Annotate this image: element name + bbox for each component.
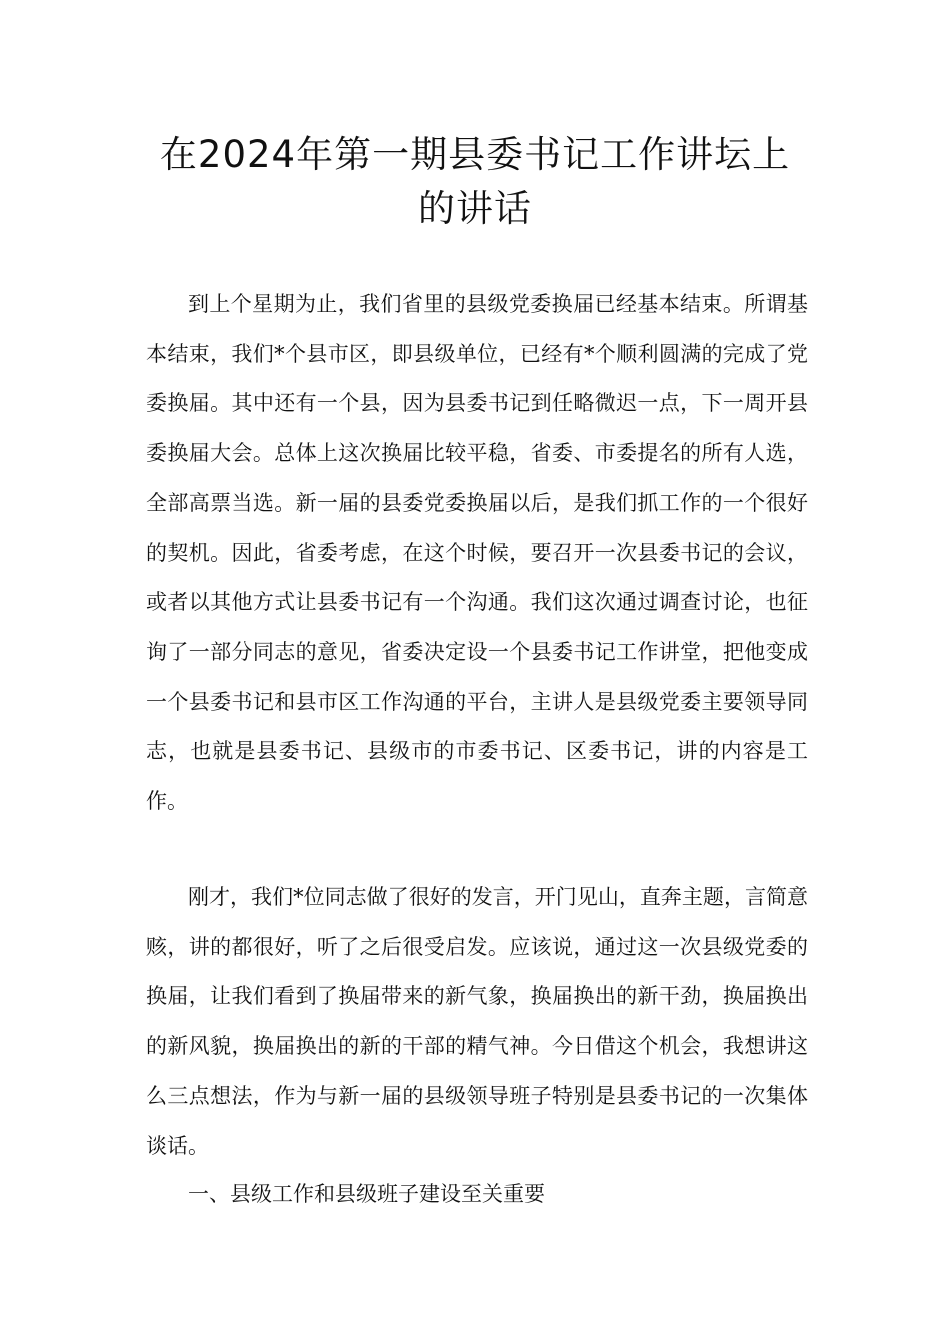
title-line-2: 的讲话 [418, 187, 532, 230]
body-paragraph-2: 刚才，我们*位同志做了很好的发言，开门见山，直奔主题，言简意赅，讲的都很好，听了之后很受启发。应该说，通过这一次县级党委的换届，让我们看到了换届带来的新气象，换届换出的新干劲，换届换出的新风貌，换届换出的新的干部的精气神。今日借这个机会，我想讲这么三点想法，作为与新一届的县级领导班子特别是县委书记的一次集体谈话。 [146, 885, 808, 1158]
section-heading-1: 一、县级工作和县级班子建设至关重要 [188, 1182, 545, 1206]
body-paragraph-1: 到上个星期为止，我们省里的县级党委换届已经基本结束。所谓基本结束，我们*个县市区，即县级单位，已经有*个顺利圆满的完成了党委换届。其中还有一个县，因为县委书记到任略微迟一点，下一周开县委换届大会。总体上这次换届比较平稳，省委、市委提名的所有人选，全部高票当选。新一届的县委党委换届以后，是我们抓工作的一个很好的契机。因此，省委考虑，在这个时候，要召开一次县委书记的会议，或者以其他方式让县委书记有一个沟通。我们这次通过调查讨论，也征询了一部分同志的意见，省委决定设一个县委书记工作讲堂，把他变成一个县委书记和县市区工作沟通的平台，主讲人是县级党委主要领导同志，也就是县委书记、县级市的市委书记、区委书记，讲的内容是工作。 [146, 292, 808, 814]
title-line-1: 在2024年第一期县委书记工作讲坛上 [159, 133, 791, 176]
document-title [140, 128, 810, 236]
